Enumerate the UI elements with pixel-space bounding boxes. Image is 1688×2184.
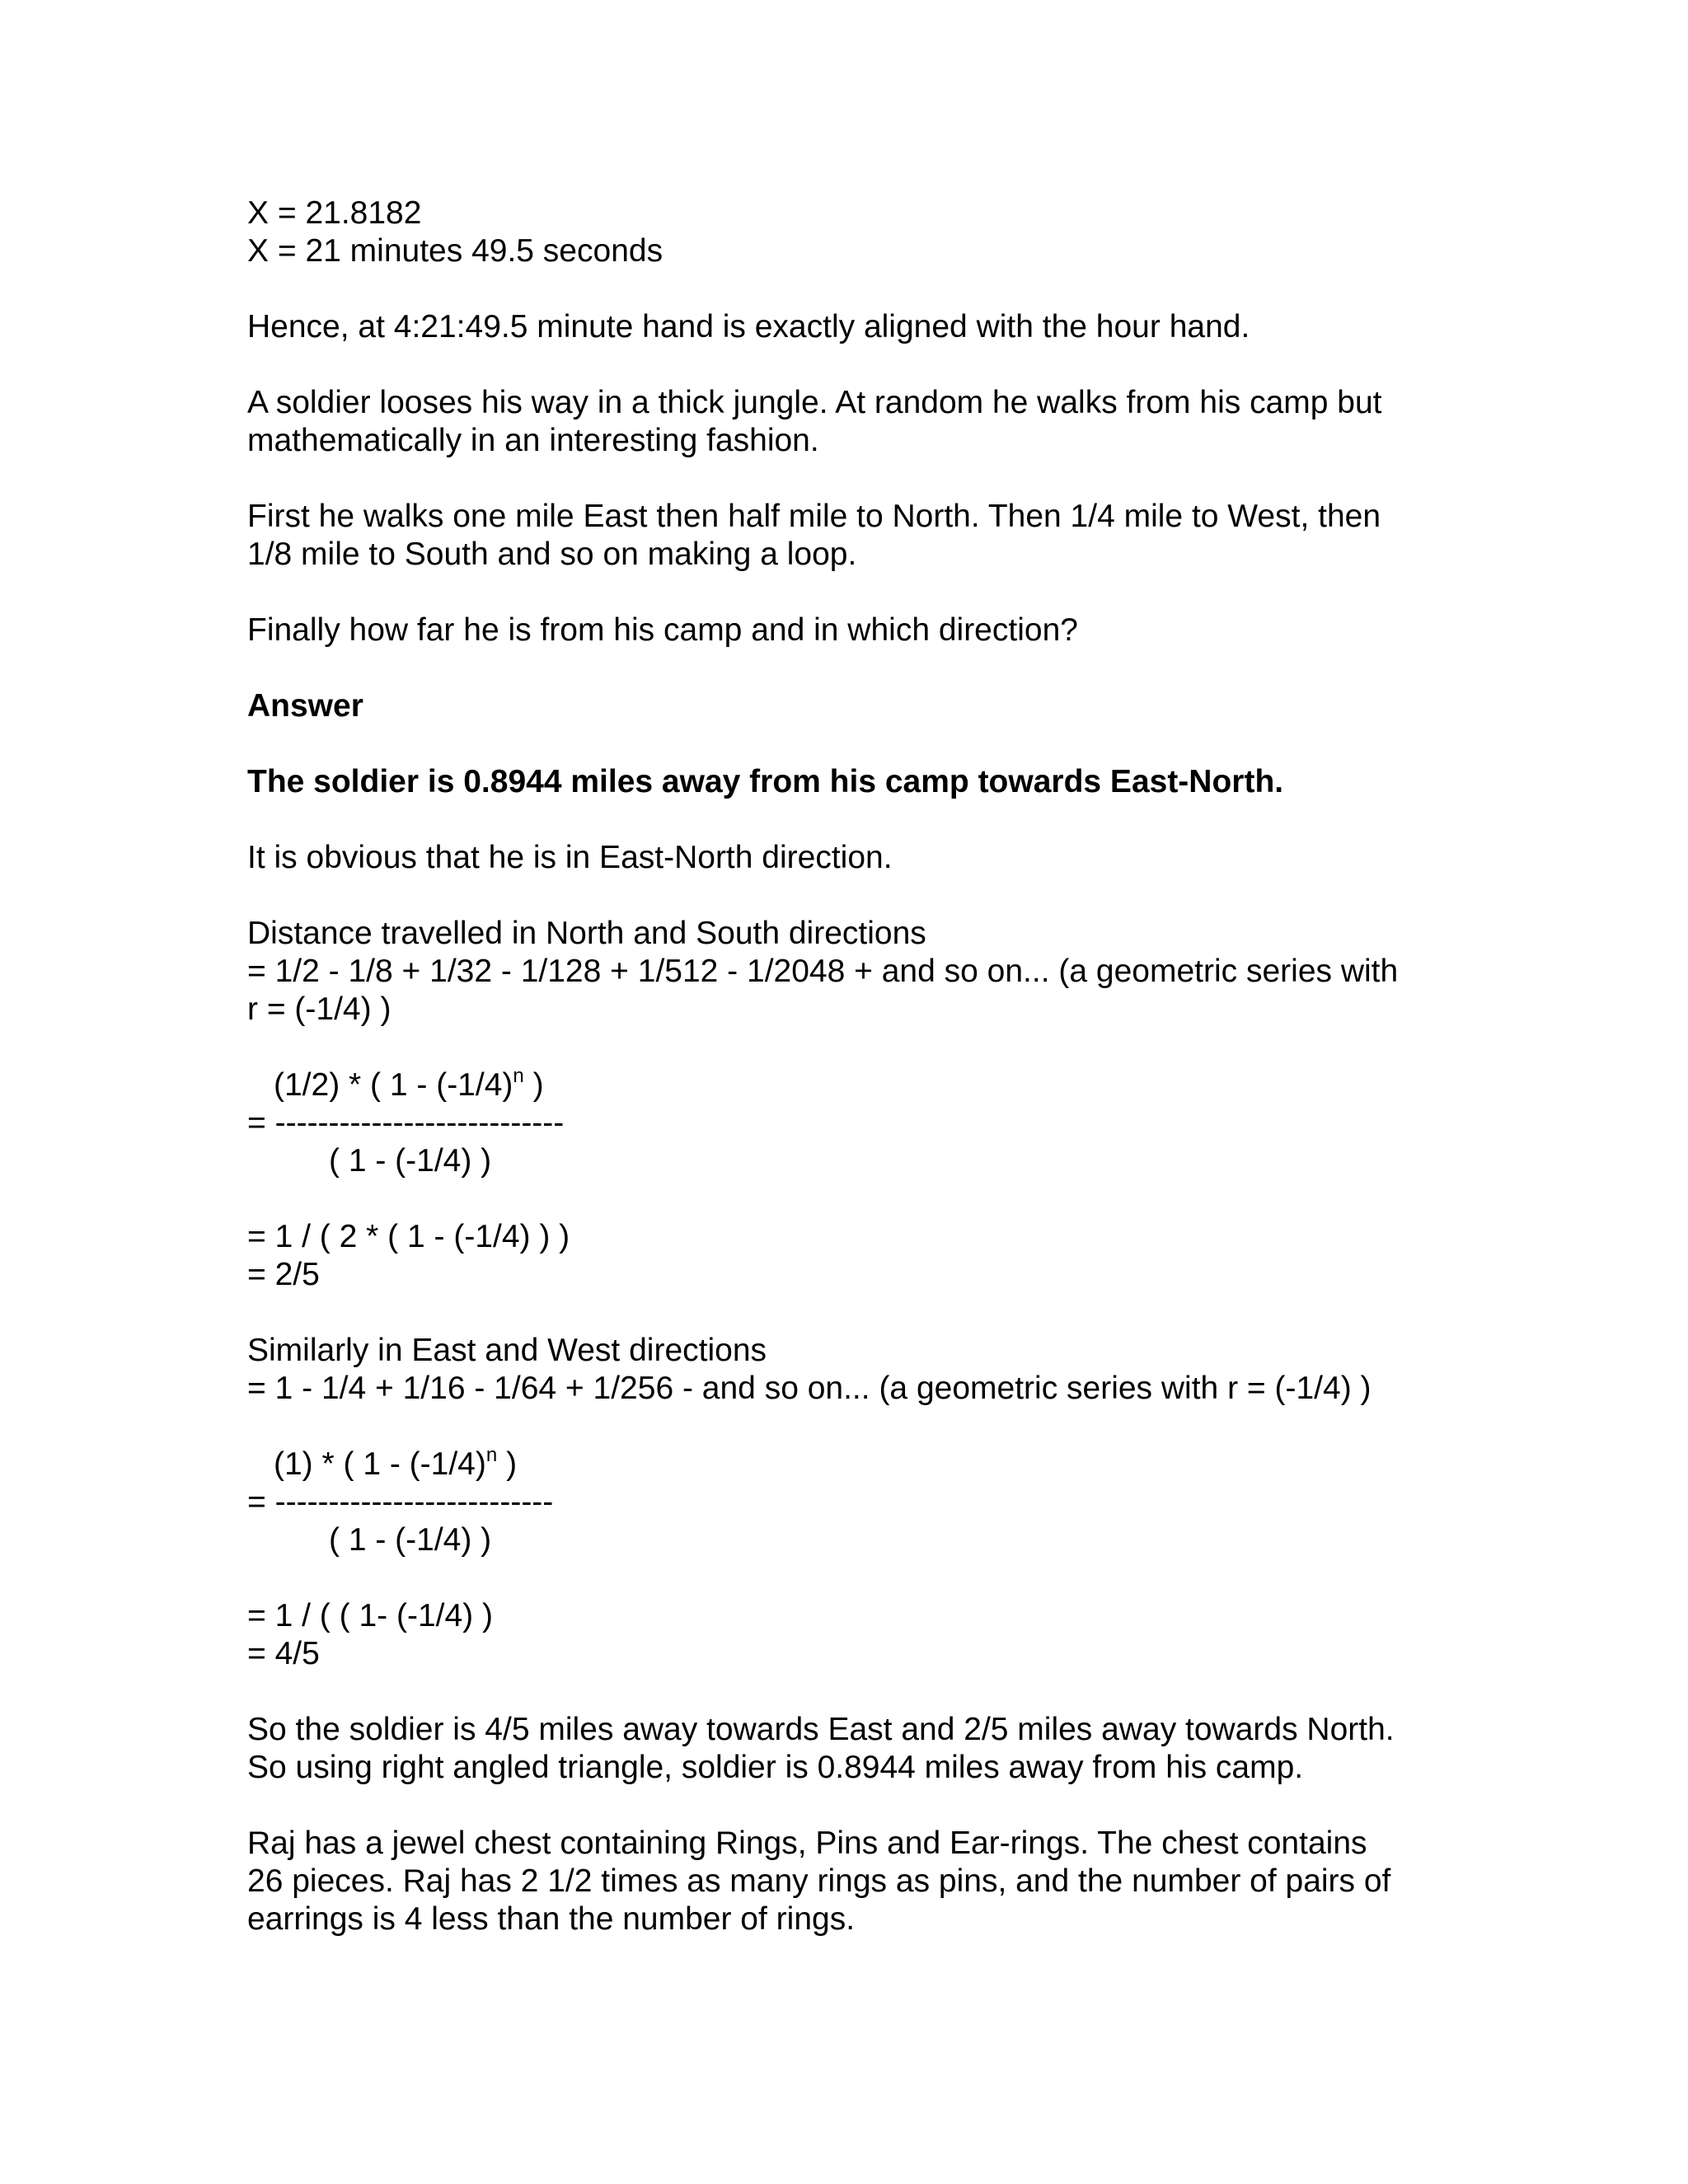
clock-conclusion: Hence, at 4:21:49.5 minute hand is exactly aligned with the hour hand. — [247, 309, 1250, 344]
soldier-problem-line1: A soldier looses his way in a thick jungle. At random he walks from his camp but — [247, 385, 1382, 420]
summary-line2: So using right angled triangle, soldier is 0.8944 miles away from his camp. — [247, 1750, 1304, 1785]
ns-heading: Distance travelled in North and South directions — [247, 916, 926, 951]
obvious-direction-text: It is obvious that he is in East-North direction. — [247, 840, 893, 875]
jewel-problem-line3: earrings is 4 less than the number of rings. — [247, 1901, 856, 1937]
summary-line1: So the soldier is 4/5 miles away towards East and 2/5 miles away towards North. — [247, 1712, 1395, 1747]
soldier-question: Finally how far he is from his camp and in which direction? — [247, 612, 1078, 648]
ew-result-line2: = 4/5 — [247, 1636, 320, 1671]
answer-statement: The soldier is 0.8944 miles away from his camp towards East-North. — [247, 764, 1284, 799]
ew-exponent: n — [485, 1444, 498, 1466]
jewel-problem-line2: 26 pieces. Raj has 2 1/2 times as many rings as pins, and the number of pairs of — [247, 1863, 1391, 1899]
ns-numerator-text: (1/2) * ( 1 - (-1/4) — [274, 1067, 513, 1103]
ew-result-line1: = 1 / ( ( 1- (-1/4) ) — [247, 1598, 493, 1633]
clock-x-value: X = 21.8182 — [247, 195, 422, 231]
soldier-problem-line2: mathematically in an interesting fashion. — [247, 423, 819, 458]
ns-series-line2: r = (-1/4) ) — [247, 991, 392, 1027]
ns-fraction-bar: = --------------------------- — [247, 1105, 565, 1141]
soldier-walk-line1: First he walks one mile East then half mile to North. Then 1/4 mile to West, then — [247, 499, 1381, 534]
ew-fraction-numerator — [274, 1446, 517, 1483]
answer-heading: Answer — [247, 688, 363, 724]
ew-fraction-bar: = -------------------------- — [247, 1484, 554, 1520]
ns-fraction-numerator — [274, 1066, 544, 1104]
ns-fraction-denominator: ( 1 - (-1/4) ) — [329, 1143, 492, 1179]
ns-result-line2: = 2/5 — [247, 1257, 320, 1292]
ew-numerator-text: (1) * ( 1 - (-1/4) — [274, 1446, 486, 1482]
ew-series: = 1 - 1/4 + 1/16 - 1/64 + 1/256 - and so on... (a geometric series with r = (-1/4) ) — [247, 1371, 1372, 1406]
ew-numerator-end: ) — [497, 1446, 518, 1482]
ew-heading: Similarly in East and West directions — [247, 1333, 767, 1368]
clock-x-time: X = 21 minutes 49.5 seconds — [247, 233, 663, 269]
ns-exponent: n — [513, 1065, 524, 1087]
ns-series-line1: = 1/2 - 1/8 + 1/32 - 1/128 + 1/512 - 1/2048 + and so on... (a geometric series with — [247, 954, 1399, 989]
ns-numerator-end: ) — [523, 1067, 544, 1103]
ew-fraction-denominator: ( 1 - (-1/4) ) — [329, 1522, 492, 1558]
jewel-problem-line1: Raj has a jewel chest containing Rings, Pins and Ear-rings. The chest contains — [247, 1825, 1367, 1861]
ns-result-line1: = 1 / ( 2 * ( 1 - (-1/4) ) ) — [247, 1219, 570, 1254]
soldier-walk-line2: 1/8 mile to South and so on making a loop. — [247, 537, 857, 572]
